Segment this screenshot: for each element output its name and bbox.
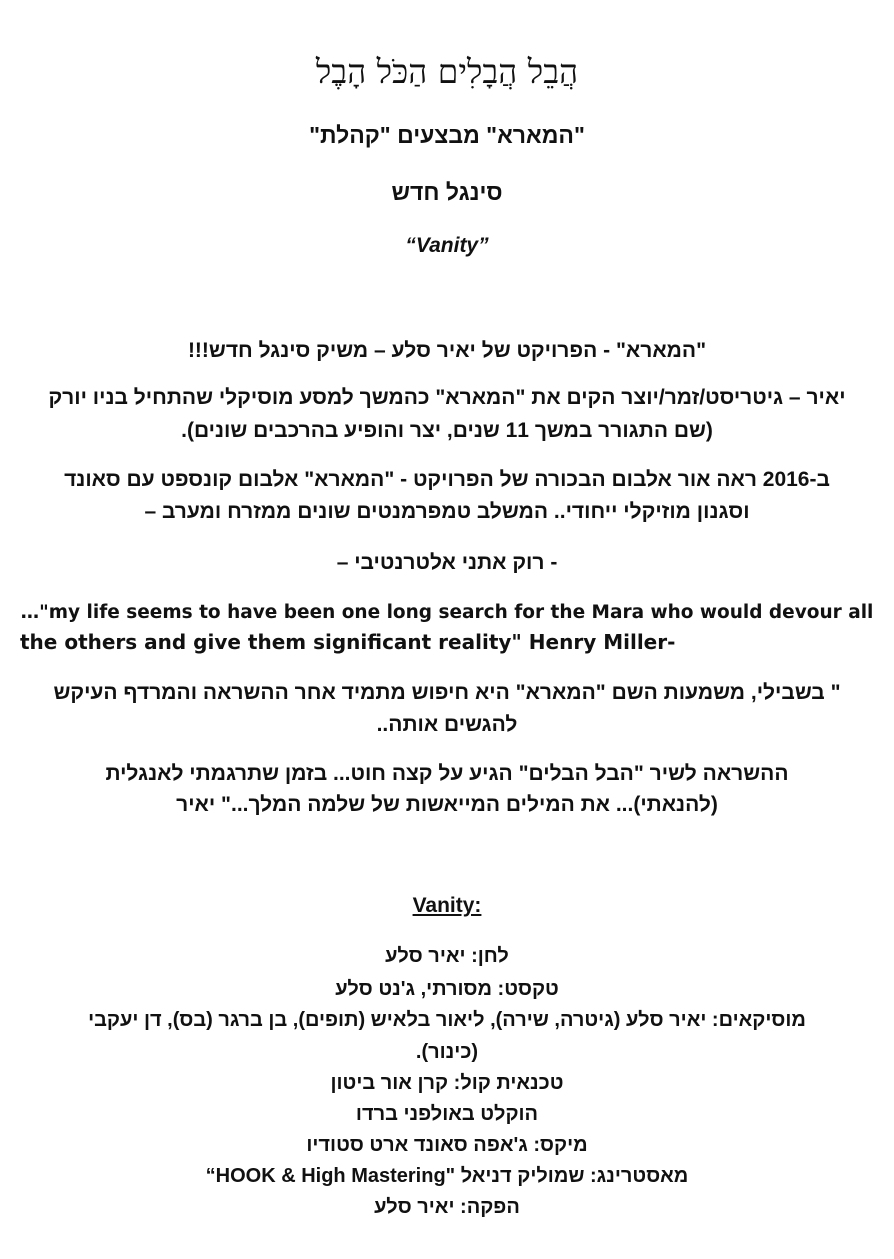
- credit-line: טכנאית קול: קרן אור ביטון: [330, 1072, 564, 1094]
- paragraph-line: וסגנון מוזיקלי ייחודי.. המשלב טמפרמנטים שונים ממזרח ומערב –: [144, 500, 750, 523]
- credit-line: מוסיקאים: יאיר סלע (גיטרה, שירה), ליאור בלאיש (תופים), בן ברגר (בס), דן יעקבי: [88, 1009, 806, 1031]
- genre-line: - רוק אתני אלטרנטיבי –: [336, 551, 558, 574]
- english-quote-line: …"my life seems to have been one long search for the Mara who would devour all: [20, 602, 874, 623]
- english-quote-line: the others and give them significant reality" Henry Miller-: [20, 630, 676, 654]
- credit-line: הוקלט באולפני ברדו: [355, 1103, 539, 1125]
- credit-line: טקסט: מסורתי, ג'נט סלע: [335, 978, 559, 1000]
- paragraph-line: (להנאתי)... את המילים המייאשות של שלמה המלך..." יאיר: [176, 793, 718, 816]
- intro-headline: "המארא" - הפרויקט של יאיר סלע – משיק סינגל חדש!!!: [187, 339, 707, 362]
- credit-line: מיקס: ג'אפה סאונד ארט סטודיו: [306, 1134, 588, 1156]
- vocalized-title: הֲבֵל הֲבָלִים הַכֹּל הָבֶל: [315, 52, 579, 91]
- paragraph-line: " בשבילי, משמעות השם "המארא" היא חיפוש מתמיד אחר ההשראה והמרדף העיקש: [53, 681, 841, 704]
- paragraph-line: (שם התגורר במשך 11 שנים, יצר והופיע בהרכבים שונים).: [181, 419, 713, 442]
- credits-heading: Vanity:: [412, 894, 482, 917]
- paragraph-line: להגשים אותה..: [376, 713, 518, 736]
- credit-line: לחן: יאיר סלע: [385, 945, 509, 967]
- paragraph-line: ההשראה לשיר "הבל הבלים" הגיע על קצה חוט... בזמן שתרגמתי לאנגלית: [105, 762, 789, 785]
- subtitle: "המארא" מבצעים "קהלת": [309, 122, 585, 148]
- credit-line: מאסטרינג: שמוליק דניאל "HOOK & High Mastering“: [205, 1165, 689, 1187]
- credit-line: הפקה: יאיר סלע: [374, 1196, 520, 1218]
- paragraph-line: יאיר – גיטריסט/זמר/יוצר הקים את "המארא" כהמשך למסע מוסיקלי שהתחיל בניו יורק: [48, 386, 846, 409]
- credit-line: (כינור).: [415, 1041, 479, 1063]
- paragraph-line: ב-2016 ראה אור אלבום הבכורה של הפרויקט - "המארא" אלבום קונספט עם סאונד: [64, 468, 830, 491]
- song-title-quote: “Vanity”: [405, 234, 489, 257]
- single-label: סינגל חדש: [391, 179, 503, 205]
